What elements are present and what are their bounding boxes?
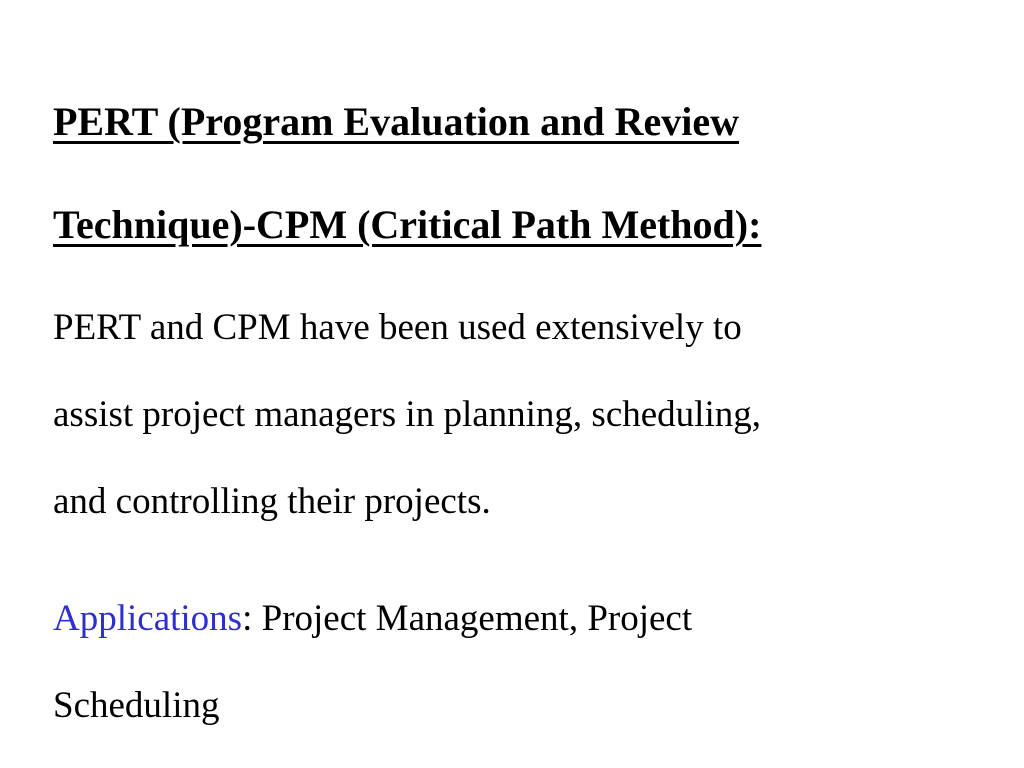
intro-paragraph xyxy=(53,284,761,545)
applications-separator: : xyxy=(242,598,253,639)
intro-line-1: PERT and CPM have been used extensively to xyxy=(53,307,742,348)
heading-line-2: Technique)-CPM (Critical Path Method): xyxy=(53,202,762,247)
intro-line-3: and controlling their projects. xyxy=(53,481,491,522)
slide xyxy=(53,0,1003,768)
heading-line-1: PERT (Program Evaluation and Review xyxy=(53,99,740,144)
applications-paragraph xyxy=(53,575,692,749)
slide-heading xyxy=(53,70,761,276)
intro-line-2: assist project managers in planning, scheduling, xyxy=(53,394,761,435)
applications-line-2: Scheduling xyxy=(53,685,220,726)
applications-line-1: Project Management, Project xyxy=(252,598,693,639)
applications-label: Applications xyxy=(53,598,243,639)
